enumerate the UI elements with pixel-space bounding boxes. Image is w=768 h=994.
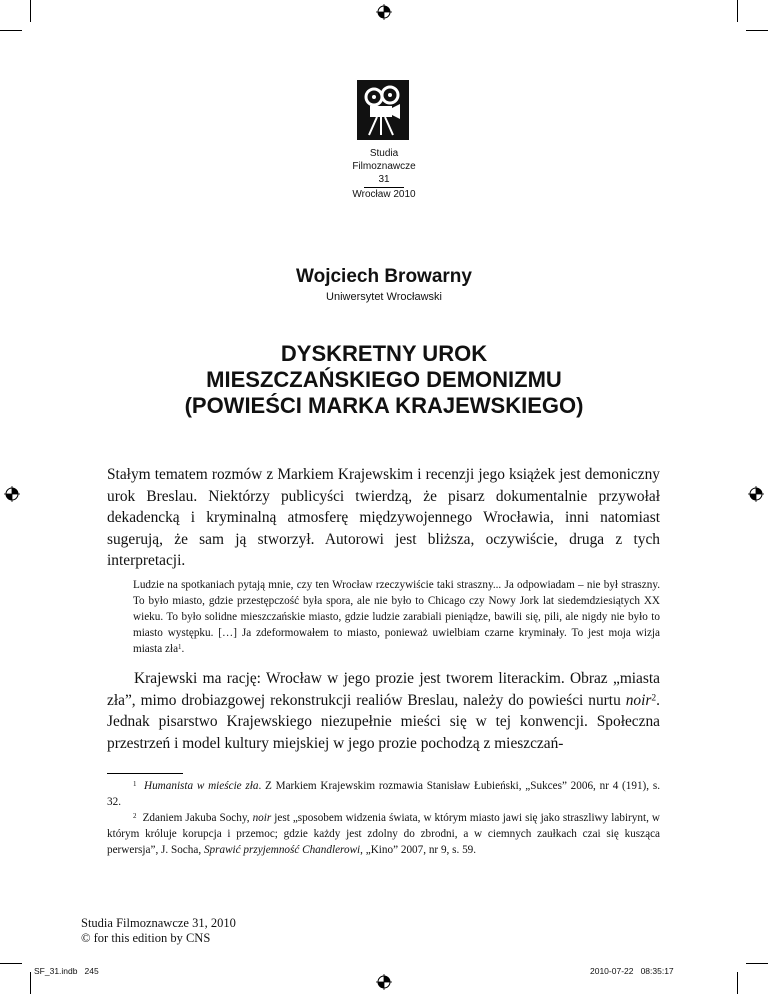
article-title (104, 341, 664, 419)
registration-mark-icon (376, 974, 392, 990)
title-line: MIESZCZAŃSKIEGO DEMONIZMU (206, 367, 562, 392)
author-name: Wojciech Browarny (296, 266, 472, 287)
footnote (107, 778, 660, 810)
registration-mark-icon (376, 4, 392, 20)
title-line: DYSKRETNY UROK (280, 341, 488, 366)
footnote-title: Humanista w mieście zła (144, 780, 259, 792)
footnote (107, 810, 660, 858)
colophon-line: Studia Filmoznawcze 31, 2010 (81, 916, 236, 930)
footnote-ref: 1 (178, 642, 182, 651)
paragraph-text: . Jednak pisarstwo Krajewskiego niezupełnie mieści się w tej konwencji. Społeczna przestrzeń i model kultury miejskiej w jego prozie pochodzą z mieszczań- (107, 691, 660, 752)
place-year: Wrocław 2010 (352, 189, 416, 200)
footnote-ref: 2 (651, 692, 657, 704)
registration-mark-icon (4, 486, 20, 502)
journal-name-line2: Filmoznawcze (352, 161, 416, 172)
body-paragraph (107, 668, 660, 754)
footnote-text: . Z Markiem Krajewskim rozmawia Stanisław Łubieński, „Sukces” 2006, nr 4 (191), s. 32. (107, 780, 660, 808)
colophon (81, 916, 236, 946)
quote-text: Ludzie na spotkaniach pytają mnie, czy ten Wrocław rzeczywiście taki straszny... Ja odpowiadam – nie był straszny. To było miasto, gdzie przestępczość była spora, ale nie było to Chicago czy Nowy Jork lat siedemdziesiątych XX wieku. To było solidne mieszczańskie miasto, gdzie ludzie zarabiali pieniądze, bawili się, pili, ale nigdy nie było to miasto występku. […] Ja zdeformowałem to miasto, ponieważ uwielbiam czarne kryminały. To jest moja wizja miasta zła (133, 579, 660, 655)
copyright-line: © for this edition by CNS (81, 931, 211, 945)
italic-term: noir (252, 812, 272, 824)
footnote-text: , „Kino” 2007, nr 9, s. 59. (360, 844, 477, 856)
film-camera-logo-icon (357, 80, 409, 140)
registration-mark-icon (748, 486, 764, 502)
footnotes (107, 778, 660, 858)
body-paragraph: Stałym tematem rozmów z Markiem Krajewskim i recenzji jego książek jest demoniczny urok Breslau. Niektórzy publicyści twierdzą, że pisarz dokumentalnie przywołał dekadencką i kryminalną atmosferę międzywojennego Wrocławia, inni natomiast sugerują, że sam ją stworzył. Autorowi jest bliższa, oczywiście, druga z tych interpretacji. (107, 466, 660, 569)
issue-divider (364, 187, 404, 188)
title-line: (POWIEŚCI MARKA KRAJEWSKIEGO) (184, 393, 584, 418)
paragraph-text: Krajewski ma rację: Wrocław w jego prozie jest tworem literackim. Obraz „miasta zła”, mimo drobiazgowej rekonstrukcji realiów Breslau, należy do powieści nurtu (107, 670, 660, 709)
print-file-slug: SF_31.indb 245 (34, 966, 99, 976)
author-affiliation: Uniwersytet Wrocławski (326, 291, 442, 303)
footnote-number: 2 (133, 811, 137, 820)
print-timestamp: 2010-07-22 08:35:17 (590, 966, 674, 976)
italic-term: noir (625, 691, 652, 709)
footnote-text: jest „sposobem widzenia świata, w którym miasto jawi się jako straszliwy labirynt, w którym króluje korupcja i przemoc; gdzie każdy jest zdolny do zbrodni, a w ciemnych zaułkach czai się kusząca perwersja”, J. Socha, (107, 812, 660, 856)
block-quote: Ludzie na spotkaniach pytają mnie, czy ten Wrocław rzeczywiście taki straszny... Ja odpowiadam – nie był straszny. To było miasto, gdzie przestępczość była spora, ale nie było to Chicago czy Nowy Jork lat siedemdziesiątych XX wieku. To było solidne mieszczańskie miasto, gdzie ludzie zarabiali pieniądze, bawili się, pili, ale nigdy nie było to miasto występku. […] Ja zdeformowałem to miasto, ponieważ uwielbiam czarne kryminały. To jest moja wizja miasta zła$^1$. (133, 579, 660, 655)
issue-number: 31 (378, 174, 390, 185)
journal-name-line1: Studia (369, 148, 399, 159)
footnote-separator (107, 773, 183, 774)
footnote-text: Zdaniem Jakuba Sochy, (142, 812, 253, 824)
cited-title: Sprawić przyjemność Chandlerowi (203, 844, 361, 856)
footnote-number: 1 (133, 779, 137, 788)
